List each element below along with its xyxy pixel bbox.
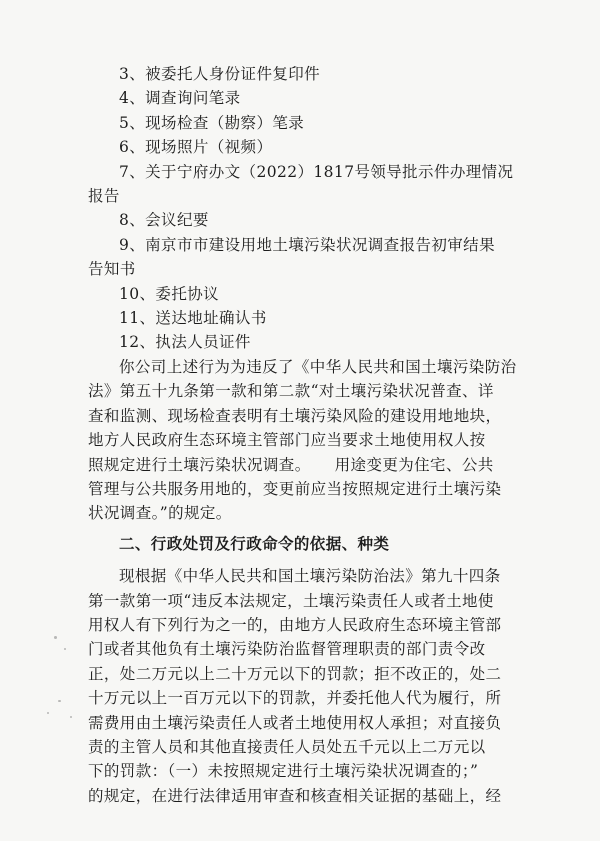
violation-paragraph-line: 状况调查。”的规定。 — [88, 504, 232, 523]
violation-paragraph-line: 地方人民政府生态环境主管部门应当要求土地使用权人按 — [88, 431, 486, 450]
basis-paragraph-line: 的规定，在进行法律适用审查和核查相关证据的基础上，经 — [88, 786, 502, 805]
attachment-item-9-cont: 告知书 — [88, 260, 136, 279]
violation-paragraph-line: 法》第五十九条第一款和第二款“对土壤污染状况普查、详 — [88, 382, 494, 401]
basis-paragraph-line: 需费用由土壤污染责任人或者土地使用权人承担；对直接负 — [88, 713, 502, 732]
attachment-item-10: 10、委托协议 — [119, 284, 220, 303]
document-body — [88, 62, 516, 808]
attachment-item-11: 11、送达地址确认书 — [119, 309, 267, 328]
paragraph-gap — [88, 556, 516, 564]
basis-paragraph-line: 十万元以上一百万元以下的罚款，并委托他人代为履行，所 — [88, 689, 502, 708]
basis-paragraph-line: 第一款第一项“违反本法规定，土壤污染责任人或者土地使 — [88, 591, 494, 610]
basis-paragraph-line: 下的罚款：（一）未按照规定进行土壤污染状况调查的；” — [88, 762, 479, 781]
attachment-item-12: 12、执法人员证件 — [119, 333, 251, 352]
attachment-item-7: 7、关于宁府办文（2022）1817号领导批示件办理情况 — [119, 162, 514, 181]
attachment-item-8: 8、会议纪要 — [119, 211, 209, 230]
basis-paragraph-line: 门或者其他负有土壤污染防治监督管理职责的部门责令改 — [88, 640, 486, 659]
violation-paragraph-line: 你公司上述行为为违反了《中华人民共和国土壤污染防治 — [119, 357, 517, 376]
scan-speck — [64, 648, 66, 650]
section-heading: 二、行政处罚及行政命令的依据、种类 — [119, 533, 390, 553]
scan-speck — [47, 712, 49, 714]
attachment-item-3: 3、被委托人身份证件复印件 — [119, 65, 321, 83]
basis-paragraph-line: 责的主管人员和其他直接责任人员处五千元以上二万元以 — [88, 737, 486, 756]
attachment-item-9: 9、南京市市建设用地土壤污染状况调查报告初审结果 — [119, 235, 495, 254]
scan-speck — [70, 716, 72, 718]
attachment-item-4: 4、调查询问笔录 — [119, 89, 241, 108]
scan-speck — [58, 700, 61, 702]
basis-paragraph-line: 现根据《中华人民共和国土壤污染防治法》第九十四条 — [119, 567, 501, 586]
violation-paragraph-line: 查和监测、现场检查表明有土壤污染风险的建设用地地块， — [88, 406, 502, 425]
attachment-item-6: 6、现场照片（视频） — [119, 138, 273, 157]
violation-paragraph-line: 管理与公共服务用地的，变更前应当按照规定进行土壤污染 — [88, 479, 502, 498]
attachment-item-5: 5、现场检查（勘察）笔录 — [119, 113, 305, 132]
basis-paragraph-line: 用权人有下列行为之一的，由地方人民政府生态环境主管部 — [88, 615, 502, 634]
attachment-item-7-cont: 报告 — [88, 187, 120, 206]
basis-paragraph-line: 正，处二万元以上二十万元以下的罚款；拒不改正的，处二 — [88, 664, 502, 683]
violation-paragraph-line: 照规定进行土壤污染状况调查。 用途变更为住宅、公共 — [88, 455, 494, 474]
scan-speck — [54, 636, 57, 639]
